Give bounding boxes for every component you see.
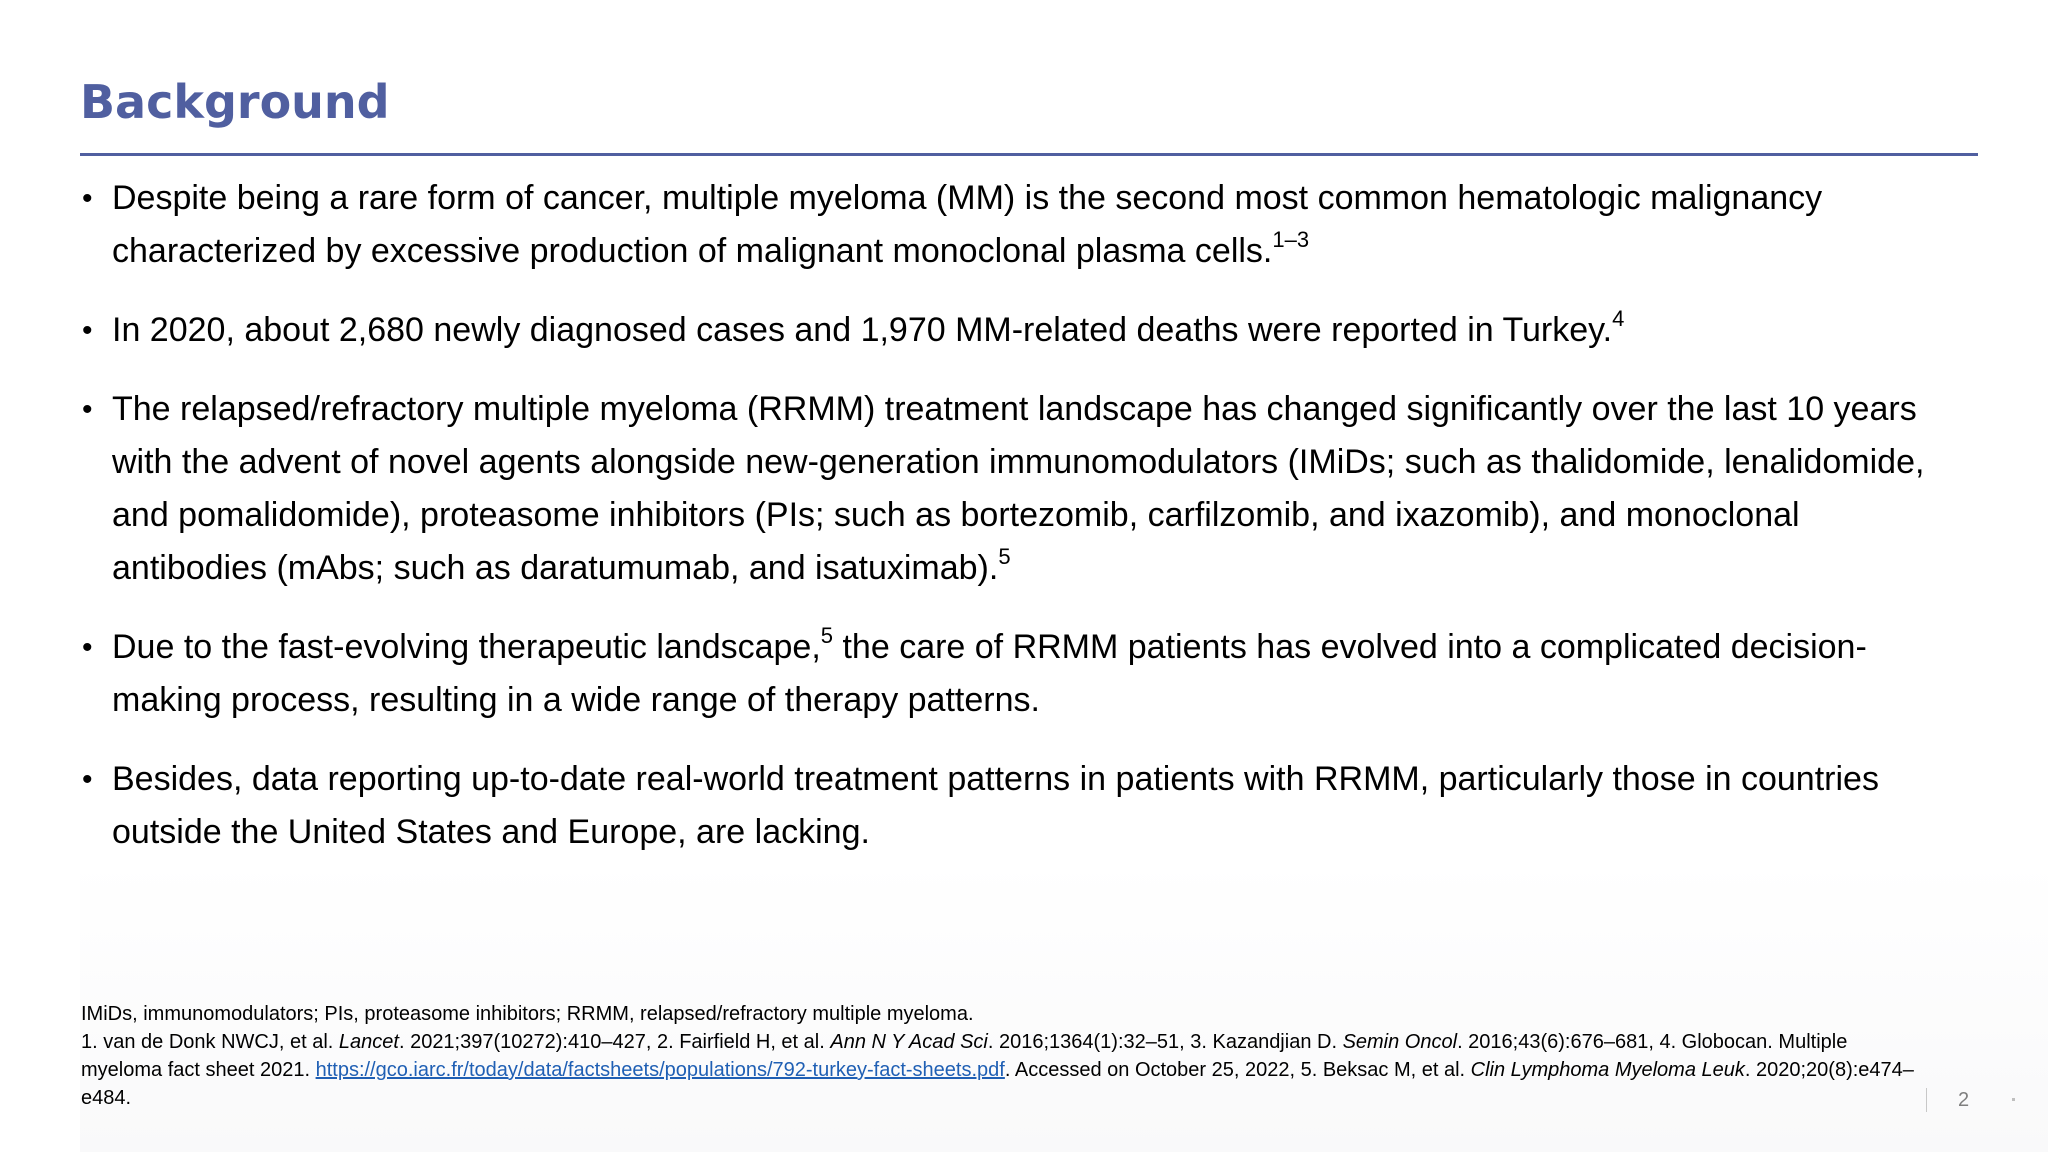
bullet-text: The relapsed/refractory multiple myeloma (RRMM) treatment landscape has changed significantly over the last 10 years with the advent of novel agents alongside new-generation immunomodulators (IMiDs; such as thalidomide, lenalidomide, and pomalidomide), proteasome inhibitors (PIs; such as bortezomib, carfilzomib, and ixazomib), and monoclonal antibodies (mAbs; such as daratumumab, and isatuximab). <box>112 390 1925 587</box>
journal-name: Ann N Y Acad Sci <box>830 1031 988 1053</box>
ref-text: 1. van de Donk NWCJ, et al. <box>81 1031 339 1053</box>
bullet-dot-icon: • <box>82 393 93 426</box>
citation-ref: 5 <box>998 544 1011 569</box>
bullet-item <box>82 753 1962 859</box>
bullet-item <box>82 172 1962 278</box>
page-number: 2 <box>1958 1089 1970 1111</box>
bullet-text: Besides, data reporting up-to-date real-world treatment patterns in patients with RRMM, particularly those in countries outside the United States and Europe, are lacking. <box>112 760 1879 851</box>
slide-title: Background <box>80 75 390 129</box>
citation-ref: 1–3 <box>1272 227 1310 252</box>
bullet-list <box>82 172 1962 885</box>
ref-text: . 2016;1364(1):32–51, 3. Kazandjian D. <box>987 1031 1343 1053</box>
bullet-item <box>82 383 1962 595</box>
bullet-dot-icon: • <box>82 763 93 796</box>
citation-ref: 4 <box>1612 306 1625 331</box>
bullet-text: Despite being a rare form of cancer, multiple myeloma (MM) is the second most common hematologic malignancy characterized by excessive production of malignant monoclonal plasma cells. <box>112 179 1823 270</box>
footnotes <box>81 1000 1921 1112</box>
bullet-text: In 2020, about 2,680 newly diagnosed cases and 1,970 MM-related deaths were reported in Turkey. <box>112 311 1613 349</box>
ref-text: . 2020;20(8):e474–e484. <box>81 1059 1914 1109</box>
abbreviations-footnote: IMiDs, immunomodulators; PIs, proteasome inhibitors; RRMM, relapsed/refractory multiple myeloma. <box>81 1003 974 1025</box>
bullet-item <box>82 621 1962 727</box>
ref-text: . Accessed on October 25, 2022, 5. Beksac M, et al. <box>1004 1059 1471 1081</box>
page-edge-tick <box>2012 1098 2015 1101</box>
page-number-separator <box>1926 1088 1927 1112</box>
title-divider <box>80 153 1978 156</box>
journal-name: Lancet <box>338 1031 399 1053</box>
ref-text: . 2016;43(6):676–681, 4. Globocan. Multiple myeloma fact sheet 2021. <box>81 1031 1848 1081</box>
journal-name: Semin Oncol <box>1342 1031 1458 1053</box>
bullet-item <box>82 304 1962 357</box>
bullet-text: Due to the fast-evolving therapeutic landscape, <box>112 628 821 666</box>
globocan-factsheet-link[interactable]: https://gco.iarc.fr/today/data/factsheets/populations/792-turkey-fact-sheets.pdf <box>315 1059 1005 1081</box>
bullet-dot-icon: • <box>82 631 93 664</box>
bullet-text-continued: the care of RRMM patients has evolved into a complicated decision-making process, resulting in a wide range of therapy patterns. <box>112 628 1867 719</box>
bullet-dot-icon: • <box>82 182 93 215</box>
citation-ref: 5 <box>820 623 834 648</box>
ref-text: . 2021;397(10272):410–427, 2. Fairfield H, et al. <box>398 1031 831 1053</box>
bullet-dot-icon: • <box>82 314 93 347</box>
references-footnote <box>81 1028 1921 1112</box>
journal-name: Clin Lymphoma Myeloma Leuk <box>1470 1059 1745 1081</box>
